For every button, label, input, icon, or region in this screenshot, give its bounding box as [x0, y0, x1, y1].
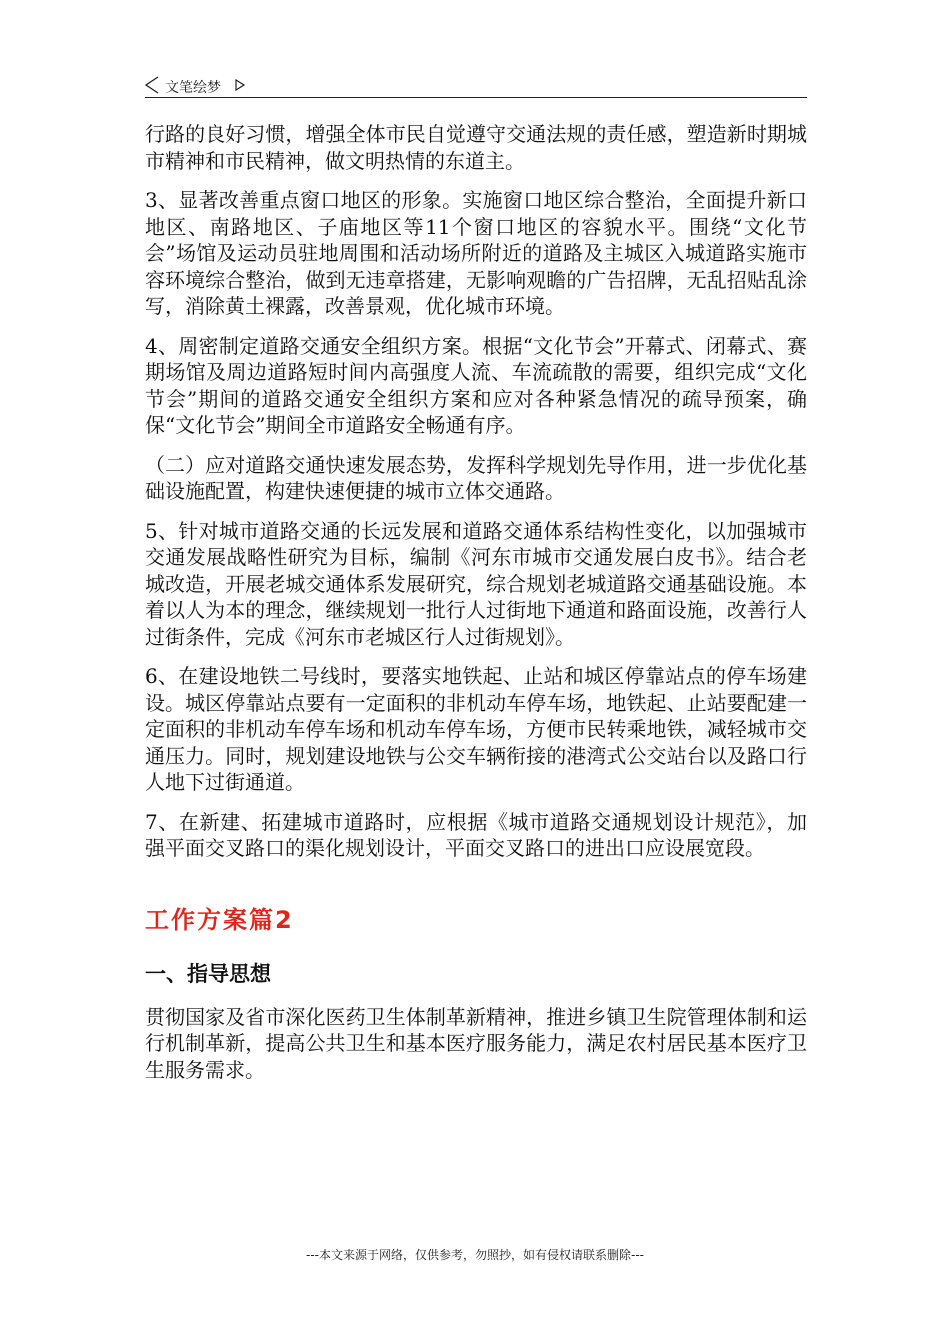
header-brand: 文笔绘梦: [165, 80, 221, 96]
body-paragraph: 4、周密制定道路交通安全组织方案。根据“文化节会”开幕式、闭幕式、赛期场馆及周边道路短时间内高强度人流、车流疏散的需要，组织完成“文化节会”期间的道路交通安全组织方案和应对各种紧急情况的疏导预案，确保“文化节会”期间全市道路安全畅通有序。: [145, 333, 807, 437]
triangle-right-icon: [235, 79, 245, 91]
header-divider: [145, 97, 807, 98]
body-paragraph: 3、显著改善重点窗口地区的形象。实施窗口地区综合整治，全面提升新口地区、南路地区、子庙地区等11个窗口地区的容貌水平。围绕“文化节会”场馆及运动员驻地周围和活动场所附近的道路及主城区入城道路实施市容环境综合整治，做到无违章搭建，无影响观瞻的广告招牌，无乱招贴乱涂写，消除黄土裸露，改善景观，优化城市环境。: [145, 188, 807, 318]
body-paragraph: 7、在新建、拓建城市道路时，应根据《城市道路交通规划设计规范》，加强平面交叉路口的渠化规划设计，平面交叉路口的进出口应设展宽段。: [145, 809, 807, 860]
subsection-title: 一、指导思想: [145, 961, 271, 986]
document-body: [145, 121, 807, 1096]
body-paragraph: 行路的良好习惯，增强全体市民自觉遵守交通法规的责任感，塑造新时期城市精神和市民精神，做文明热情的东道主。: [145, 122, 807, 173]
page-header: [145, 74, 807, 98]
page-footer: ---本文来源于网络，仅供参考，勿照抄，如有侵权请联系删除---: [306, 1248, 644, 1262]
body-paragraph: （二）应对道路交通快速发展态势，发挥科学规划先导作用，进一步优化基础设施配置，构建快速便捷的城市立体交通路。: [145, 452, 807, 503]
body-paragraph: 6、在建设地铁二号线时，要落实地铁起、止站和城区停靠站点的停车场建设。城区停靠站点要有一定面积的非机动车停车场，地铁起、止站要配建一定面积的非机动车停车场和机动车停车场，方便市民转乘地铁，减轻城市交通压力。同时，规划建设地铁与公交车辆衔接的港湾式公交站台以及路口行人地下过街通道。: [145, 664, 807, 794]
body-paragraph: 5、针对城市道路交通的长远发展和道路交通体系结构性变化，以加强城市交通发展战略性研究为目标，编制《河东市城市交通发展白皮书》。结合老城改造，开展老城交通体系发展研究，综合规划老城道路交通基础设施。本着以人为本的理念，继续规划一批行人过街地下通道和路面设施，改善行人过街条件，完成《河东市老城区行人过街规划》。: [145, 518, 807, 649]
section-title: 工作方案篇2: [145, 905, 294, 934]
body-paragraph: 贯彻国家及省市深化医药卫生体制革新精神，推进乡镇卫生院管理体制和运行机制革新，提高公共卫生和基本医疗服务能力，满足农村居民基本医疗卫生服务需求。: [145, 1004, 807, 1082]
triangle-left-icon: [145, 76, 159, 94]
